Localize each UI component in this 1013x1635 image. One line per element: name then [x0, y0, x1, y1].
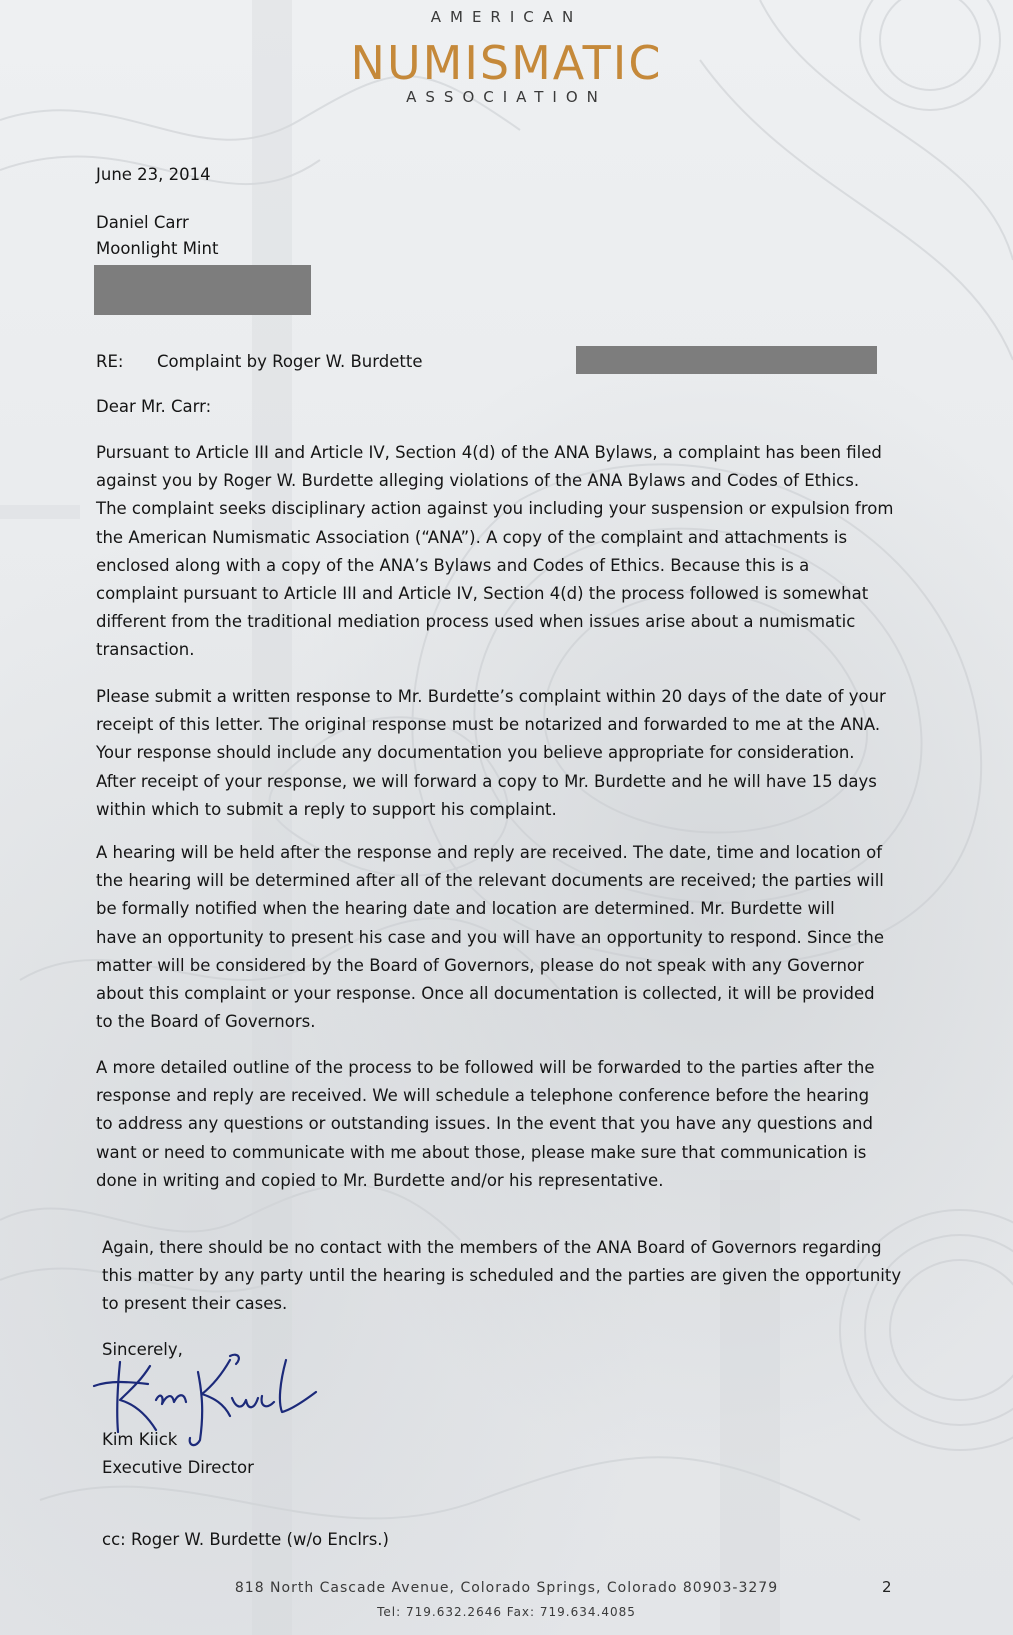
- recipient-company: Moonlight Mint: [96, 239, 219, 258]
- redacted-reference-block: [576, 346, 877, 374]
- page-number: 2: [882, 1578, 892, 1596]
- redacted-address-block: [94, 265, 311, 315]
- letterhead-association: ASSOCIATION: [406, 88, 607, 106]
- recipient-name: Daniel Carr: [96, 213, 189, 232]
- letter-date: June 23, 2014: [96, 165, 211, 184]
- closing: Sincerely,: [102, 1340, 183, 1359]
- signer-name: Kim Kiick: [102, 1430, 178, 1449]
- signer-title: Executive Director: [102, 1458, 254, 1477]
- body-paragraph-1: Pursuant to Article III and Article IV, Section 4(d) of the ANA Bylaws, a complaint has been filed against you by Roger W. Burdette alleging violations of the ANA Bylaws and Codes of Ethics. The complaint seeks disciplinary action against you including your suspension or expulsion from the American Numismatic Association (“ANA”). A copy of the complaint and attachments is enclosed along with a copy of the ANA’s Bylaws and Codes of Ethics. Because this is a complaint pursuant to Article III and Article IV, Section 4(d) the process followed is somewhat different from the traditional mediation process used when issues arise about a numismatic transaction.: [96, 443, 894, 660]
- cc-line: cc: Roger W. Burdette (w/o Enclrs.): [102, 1530, 389, 1549]
- letterhead-american: AMERICAN: [430, 8, 583, 26]
- salutation: Dear Mr. Carr:: [96, 397, 212, 416]
- footer-address: 818 North Cascade Avenue, Colorado Springs, Colorado 80903-3279: [234, 1580, 779, 1596]
- re-subject: Complaint by Roger W. Burdette: [157, 352, 423, 371]
- re-label: RE:: [96, 352, 124, 371]
- footer-phone-fax: Tel: 719.632.2646 Fax: 719.634.4085: [377, 1605, 636, 1619]
- body-paragraph-3: A hearing will be held after the response and reply are received. The date, time and location of the hearing will be determined after all of the relevant documents are received; the parties will be formally notified when the hearing date and location are determined. Mr. Burdette will have an opportunity to present his case and you will have an opportunity to respond. Since the matter will be considered by the Board of Governors, please do not speak with any Governor about this complaint or your response. Once all documentation is collected, it will be provided to the Board of Governors.: [96, 843, 885, 1032]
- letterhead-numismatic: NUMISMATIC: [350, 36, 663, 90]
- body-paragraph-5: Again, there should be no contact with the members of the ANA Board of Governors regarding this matter by any party until the hearing is scheduled and the parties are given the opportunity to present their cases.: [102, 1238, 902, 1314]
- body-paragraph-2: Please submit a written response to Mr. Burdette’s complaint within 20 days of the date of your receipt of this letter. The original response must be notarized and forwarded to me at the ANA. Your response should include any documentation you believe appropriate for consideration. After receipt of your response, we will forward a copy to Mr. Burdette and he will have 15 days within which to submit a reply to support his complaint.: [96, 687, 886, 819]
- body-paragraph-4: A more detailed outline of the process to be followed will be forwarded to the parties after the response and reply are received. We will schedule a telephone conference before the hearing to address any questions or outstanding issues. In the event that you have any questions and want or need to communicate with me about those, please make sure that communication is done in writing and copied to Mr. Burdette and/or his representative.: [96, 1058, 875, 1190]
